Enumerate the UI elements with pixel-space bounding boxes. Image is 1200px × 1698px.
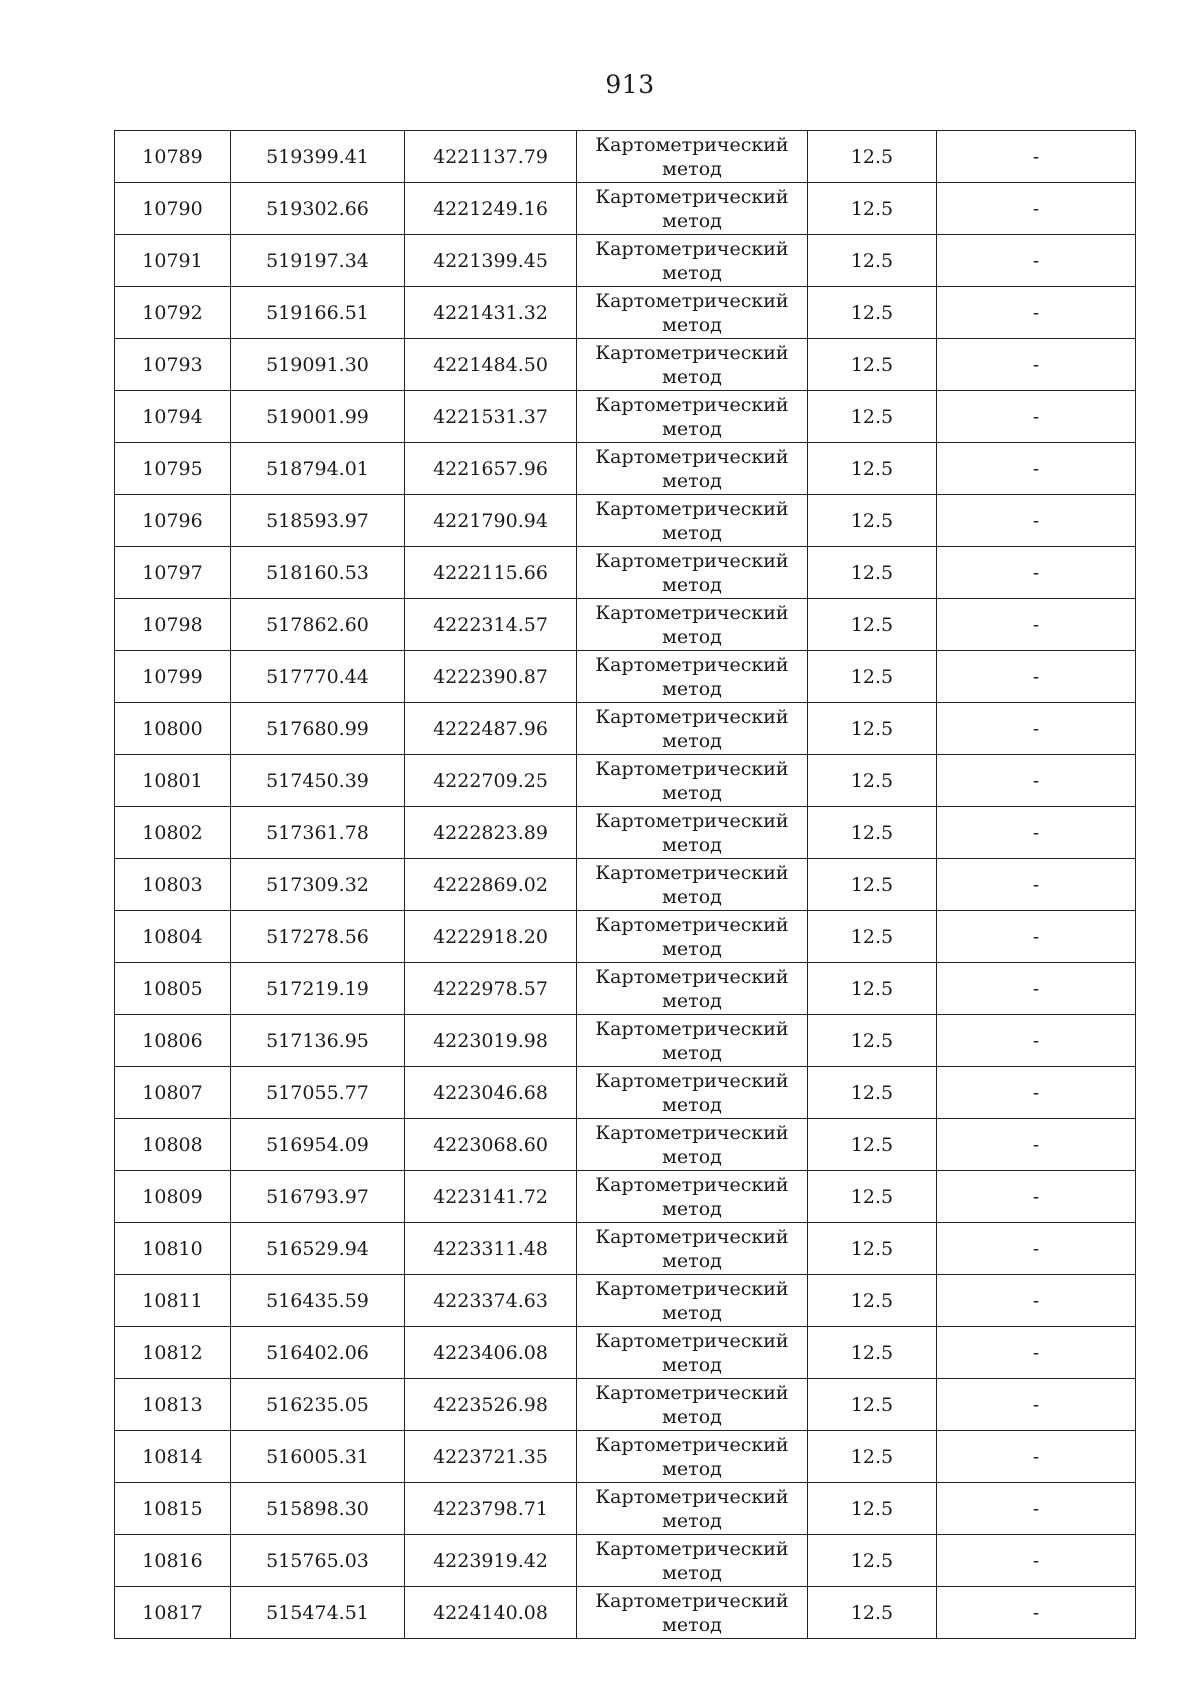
method-cell [577,807,808,859]
accuracy-cell: 12.5 [808,1223,937,1275]
point-id-cell: 10789 [115,131,231,183]
accuracy-cell: 12.5 [808,703,937,755]
method-text-line2: метод [662,1353,722,1376]
method-cell [577,1327,808,1379]
y-coordinate-cell: 4223068.60 [405,1119,577,1171]
y-coordinate-cell: 4223721.35 [405,1431,577,1483]
point-id-cell: 10802 [115,807,231,859]
x-coordinate-cell: 518794.01 [231,443,405,495]
note-cell: - [937,339,1136,391]
note-cell: - [937,703,1136,755]
accuracy-cell: 12.5 [808,235,937,287]
y-coordinate-cell: 4221137.79 [405,131,577,183]
table-row [115,755,1136,807]
method-cell [577,1535,808,1587]
y-coordinate-cell: 4222869.02 [405,859,577,911]
accuracy-cell: 12.5 [808,963,937,1015]
y-coordinate-cell: 4222487.96 [405,703,577,755]
method-text-line2: метод [662,781,722,804]
point-id-cell: 10800 [115,703,231,755]
point-id-cell: 10794 [115,391,231,443]
accuracy-cell: 12.5 [808,547,937,599]
y-coordinate-cell: 4221431.32 [405,287,577,339]
method-cell [577,911,808,963]
table-row [115,911,1136,963]
accuracy-cell: 12.5 [808,1119,937,1171]
y-coordinate-cell: 4223919.42 [405,1535,577,1587]
point-id-cell: 10807 [115,1067,231,1119]
point-id-cell: 10790 [115,183,231,235]
accuracy-cell: 12.5 [808,287,937,339]
point-id-cell: 10795 [115,443,231,495]
method-text-line2: метод [662,625,722,648]
x-coordinate-cell: 517862.60 [231,599,405,651]
table-row [115,1015,1136,1067]
table-row [115,1327,1136,1379]
method-cell [577,1223,808,1275]
table-row [115,131,1136,183]
method-cell [577,859,808,911]
table-row [115,703,1136,755]
accuracy-cell: 12.5 [808,391,937,443]
accuracy-cell: 12.5 [808,1067,937,1119]
note-cell: - [937,1379,1136,1431]
y-coordinate-cell: 4222390.87 [405,651,577,703]
accuracy-cell: 12.5 [808,1431,937,1483]
method-text-line1: Картометрический [595,445,789,468]
x-coordinate-cell: 517219.19 [231,963,405,1015]
point-id-cell: 10808 [115,1119,231,1171]
point-id-cell: 10812 [115,1327,231,1379]
accuracy-cell: 12.5 [808,1015,937,1067]
table-row [115,1535,1136,1587]
x-coordinate-cell: 519166.51 [231,287,405,339]
method-text-line1: Картометрический [595,1121,789,1144]
method-cell [577,1275,808,1327]
method-cell [577,443,808,495]
method-text-line1: Картометрический [595,1433,789,1456]
method-cell [577,547,808,599]
accuracy-cell: 12.5 [808,443,937,495]
y-coordinate-cell: 4223311.48 [405,1223,577,1275]
method-text-line2: метод [662,885,722,908]
y-coordinate-cell: 4223141.72 [405,1171,577,1223]
method-text-line2: метод [662,365,722,388]
method-cell [577,1587,808,1639]
method-text-line2: метод [662,1093,722,1116]
method-text-line1: Картометрический [595,185,789,208]
y-coordinate-cell: 4224140.08 [405,1587,577,1639]
method-text-line1: Картометрический [595,1329,789,1352]
method-cell [577,391,808,443]
method-text-line1: Картометрический [595,289,789,312]
note-cell: - [937,1015,1136,1067]
table-row [115,339,1136,391]
x-coordinate-cell: 517770.44 [231,651,405,703]
x-coordinate-cell: 517278.56 [231,911,405,963]
method-text-line2: метод [662,729,722,752]
point-id-cell: 10806 [115,1015,231,1067]
method-cell [577,235,808,287]
point-id-cell: 10816 [115,1535,231,1587]
method-cell [577,1067,808,1119]
page-number: 913 [605,70,655,99]
method-text-line2: метод [662,209,722,232]
accuracy-cell: 12.5 [808,859,937,911]
method-cell [577,963,808,1015]
note-cell: - [937,807,1136,859]
table-row [115,651,1136,703]
method-cell [577,755,808,807]
method-text-line1: Картометрический [595,1017,789,1040]
x-coordinate-cell: 517450.39 [231,755,405,807]
method-text-line2: метод [662,573,722,596]
note-cell: - [937,1431,1136,1483]
point-id-cell: 10814 [115,1431,231,1483]
y-coordinate-cell: 4222115.66 [405,547,577,599]
note-cell: - [937,755,1136,807]
x-coordinate-cell: 519091.30 [231,339,405,391]
table-row [115,1587,1136,1639]
point-id-cell: 10815 [115,1483,231,1535]
method-cell [577,1431,808,1483]
method-cell [577,1379,808,1431]
x-coordinate-cell: 519197.34 [231,235,405,287]
note-cell: - [937,859,1136,911]
note-cell: - [937,1223,1136,1275]
y-coordinate-cell: 4223374.63 [405,1275,577,1327]
y-coordinate-cell: 4223406.08 [405,1327,577,1379]
accuracy-cell: 12.5 [808,131,937,183]
table-row [115,235,1136,287]
y-coordinate-cell: 4221249.16 [405,183,577,235]
note-cell: - [937,547,1136,599]
point-id-cell: 10804 [115,911,231,963]
note-cell: - [937,963,1136,1015]
accuracy-cell: 12.5 [808,651,937,703]
x-coordinate-cell: 515765.03 [231,1535,405,1587]
table-row [115,1483,1136,1535]
method-text-line2: метод [662,1561,722,1584]
accuracy-cell: 12.5 [808,599,937,651]
table-row [115,495,1136,547]
method-text-line1: Картометрический [595,861,789,884]
method-text-line1: Картометрический [595,549,789,572]
y-coordinate-cell: 4223526.98 [405,1379,577,1431]
point-id-cell: 10801 [115,755,231,807]
method-text-line1: Картометрический [595,1173,789,1196]
table-row [115,1067,1136,1119]
method-cell [577,131,808,183]
method-text-line1: Картометрический [595,913,789,936]
y-coordinate-cell: 4221531.37 [405,391,577,443]
table-row [115,807,1136,859]
table-row [115,1119,1136,1171]
y-coordinate-cell: 4221790.94 [405,495,577,547]
method-cell [577,1119,808,1171]
x-coordinate-cell: 516402.06 [231,1327,405,1379]
accuracy-cell: 12.5 [808,911,937,963]
method-text-line1: Картометрический [595,705,789,728]
method-cell [577,287,808,339]
point-id-cell: 10797 [115,547,231,599]
point-id-cell: 10813 [115,1379,231,1431]
method-text-line1: Картометрический [595,1537,789,1560]
method-text-line2: метод [662,1041,722,1064]
accuracy-cell: 12.5 [808,183,937,235]
point-id-cell: 10803 [115,859,231,911]
note-cell: - [937,443,1136,495]
method-cell [577,339,808,391]
note-cell: - [937,391,1136,443]
x-coordinate-cell: 519302.66 [231,183,405,235]
x-coordinate-cell: 516435.59 [231,1275,405,1327]
x-coordinate-cell: 519399.41 [231,131,405,183]
point-id-cell: 10796 [115,495,231,547]
point-id-cell: 10817 [115,1587,231,1639]
point-id-cell: 10809 [115,1171,231,1223]
method-text-line1: Картометрический [595,1277,789,1300]
table-row [115,859,1136,911]
note-cell: - [937,1119,1136,1171]
accuracy-cell: 12.5 [808,1535,937,1587]
x-coordinate-cell: 519001.99 [231,391,405,443]
method-text-line2: метод [662,469,722,492]
method-text-line2: метод [662,417,722,440]
note-cell: - [937,131,1136,183]
method-cell [577,183,808,235]
method-cell [577,1171,808,1223]
method-text-line2: метод [662,1457,722,1480]
method-text-line2: метод [662,157,722,180]
accuracy-cell: 12.5 [808,1483,937,1535]
y-coordinate-cell: 4223019.98 [405,1015,577,1067]
method-text-line1: Картометрический [595,393,789,416]
point-id-cell: 10792 [115,287,231,339]
point-id-cell: 10811 [115,1275,231,1327]
accuracy-cell: 12.5 [808,755,937,807]
note-cell: - [937,599,1136,651]
accuracy-cell: 12.5 [808,1275,937,1327]
method-text-line2: метод [662,989,722,1012]
accuracy-cell: 12.5 [808,1587,937,1639]
note-cell: - [937,1275,1136,1327]
method-text-line2: метод [662,1613,722,1636]
note-cell: - [937,235,1136,287]
table-row [115,963,1136,1015]
note-cell: - [937,1535,1136,1587]
table-row [115,183,1136,235]
method-text-line2: метод [662,677,722,700]
method-cell [577,1483,808,1535]
method-text-line2: метод [662,1405,722,1428]
method-text-line2: метод [662,313,722,336]
method-text-line2: метод [662,1197,722,1220]
x-coordinate-cell: 517361.78 [231,807,405,859]
method-text-line2: метод [662,1301,722,1324]
y-coordinate-cell: 4221657.96 [405,443,577,495]
method-text-line1: Картометрический [595,757,789,780]
y-coordinate-cell: 4222823.89 [405,807,577,859]
table-row [115,599,1136,651]
table-row [115,547,1136,599]
accuracy-cell: 12.5 [808,807,937,859]
y-coordinate-cell: 4223046.68 [405,1067,577,1119]
method-text-line1: Картометрический [595,497,789,520]
method-text-line1: Картометрический [595,237,789,260]
table-row [115,1275,1136,1327]
accuracy-cell: 12.5 [808,1171,937,1223]
method-text-line2: метод [662,1249,722,1272]
method-text-line1: Картометрический [595,601,789,624]
y-coordinate-cell: 4222978.57 [405,963,577,1015]
point-id-cell: 10798 [115,599,231,651]
y-coordinate-cell: 4222918.20 [405,911,577,963]
x-coordinate-cell: 517680.99 [231,703,405,755]
note-cell: - [937,1067,1136,1119]
method-text-line2: метод [662,1145,722,1168]
y-coordinate-cell: 4221484.50 [405,339,577,391]
x-coordinate-cell: 515898.30 [231,1483,405,1535]
y-coordinate-cell: 4221399.45 [405,235,577,287]
x-coordinate-cell: 516235.05 [231,1379,405,1431]
method-text-line1: Картометрический [595,341,789,364]
table-row [115,443,1136,495]
y-coordinate-cell: 4223798.71 [405,1483,577,1535]
method-text-line1: Картометрический [595,1589,789,1612]
method-text-line1: Картометрический [595,1381,789,1404]
point-id-cell: 10791 [115,235,231,287]
method-text-line2: метод [662,521,722,544]
point-id-cell: 10799 [115,651,231,703]
method-cell [577,1015,808,1067]
x-coordinate-cell: 518593.97 [231,495,405,547]
method-cell [577,599,808,651]
note-cell: - [937,287,1136,339]
note-cell: - [937,1587,1136,1639]
note-cell: - [937,1171,1136,1223]
method-text-line1: Картометрический [595,1069,789,1092]
note-cell: - [937,1483,1136,1535]
method-text-line2: метод [662,1509,722,1532]
method-cell [577,495,808,547]
table-row [115,1223,1136,1275]
x-coordinate-cell: 516005.31 [231,1431,405,1483]
point-id-cell: 10805 [115,963,231,1015]
x-coordinate-cell: 518160.53 [231,547,405,599]
x-coordinate-cell: 516954.09 [231,1119,405,1171]
table-row [115,287,1136,339]
x-coordinate-cell: 516529.94 [231,1223,405,1275]
method-text-line2: метод [662,937,722,960]
method-cell [577,703,808,755]
x-coordinate-cell: 517309.32 [231,859,405,911]
method-cell [577,651,808,703]
method-text-line1: Картометрический [595,1485,789,1508]
x-coordinate-cell: 517136.95 [231,1015,405,1067]
method-text-line1: Картометрический [595,653,789,676]
coordinates-table [114,130,1136,1639]
note-cell: - [937,651,1136,703]
note-cell: - [937,911,1136,963]
note-cell: - [937,183,1136,235]
table-row [115,1379,1136,1431]
method-text-line2: метод [662,261,722,284]
method-text-line1: Картометрический [595,809,789,832]
x-coordinate-cell: 517055.77 [231,1067,405,1119]
method-text-line2: метод [662,833,722,856]
x-coordinate-cell: 515474.51 [231,1587,405,1639]
method-text-line1: Картометрический [595,1225,789,1248]
point-id-cell: 10793 [115,339,231,391]
x-coordinate-cell: 516793.97 [231,1171,405,1223]
table-row [115,1171,1136,1223]
accuracy-cell: 12.5 [808,495,937,547]
y-coordinate-cell: 4222314.57 [405,599,577,651]
table-row [115,1431,1136,1483]
table-row [115,391,1136,443]
accuracy-cell: 12.5 [808,1327,937,1379]
y-coordinate-cell: 4222709.25 [405,755,577,807]
point-id-cell: 10810 [115,1223,231,1275]
method-text-line1: Картометрический [595,965,789,988]
method-text-line1: Картометрический [595,133,789,156]
accuracy-cell: 12.5 [808,1379,937,1431]
note-cell: - [937,495,1136,547]
accuracy-cell: 12.5 [808,339,937,391]
note-cell: - [937,1327,1136,1379]
